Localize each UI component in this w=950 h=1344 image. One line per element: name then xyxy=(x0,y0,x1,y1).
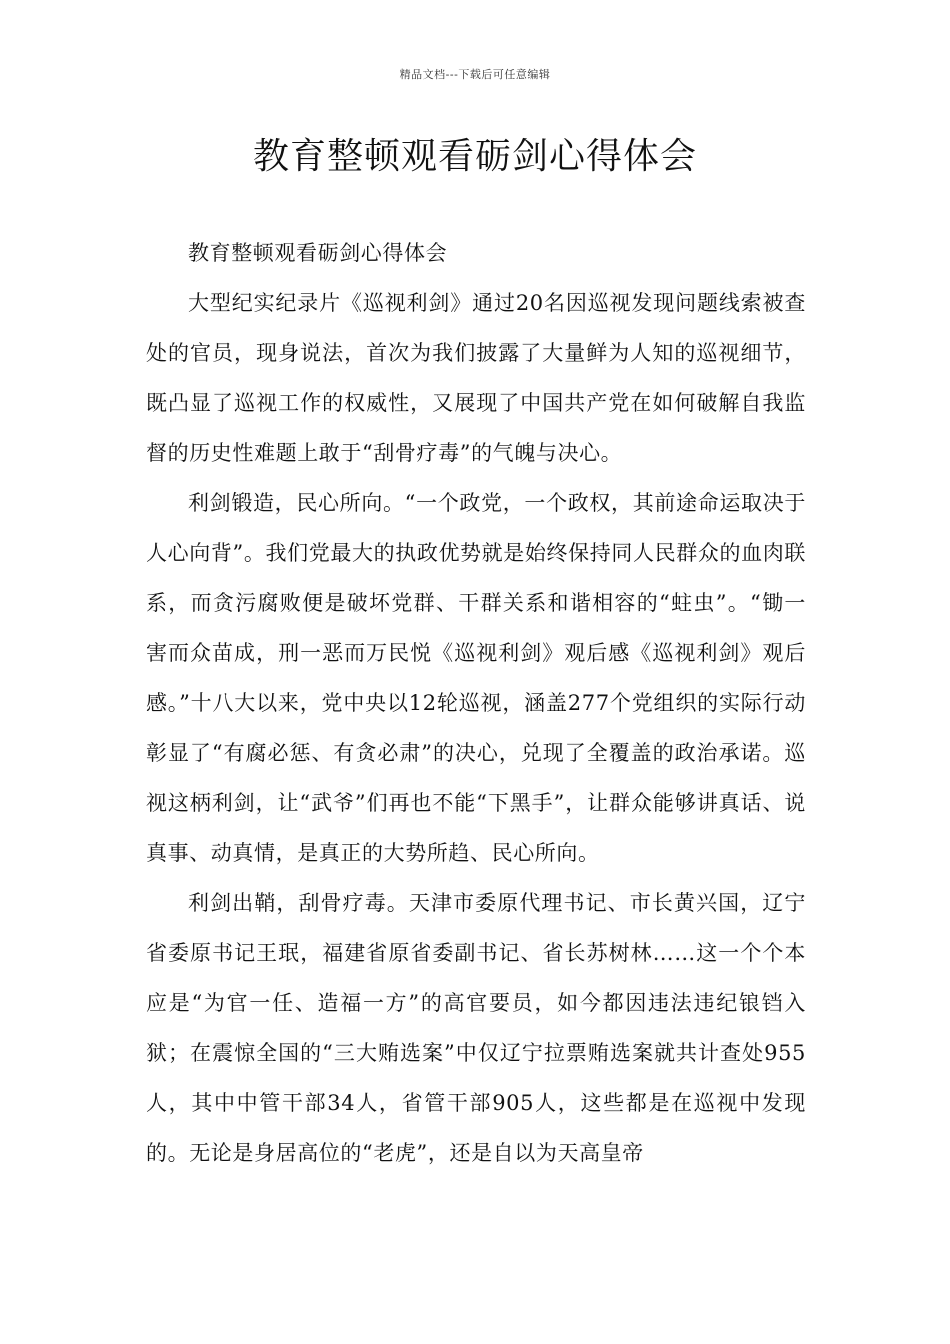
paragraph-3: 利剑出鞘，刮骨疗毒。天津市委原代理书记、市长黄兴国，辽宁省委原书记王珉，福建省原省委副书记、省长苏树林……这一个个本应是“为官一任、造福一方”的高官要员，如今都因违法违纪锒铛入狱；在震惊全国的“三大贿选案”中仅辽宁拉票贿选案就共计查处955人，其中中管干部34人，省管干部905人，这些都是在巡视中发现的。无论是身居高位的“老虎”，还是自以为天高皇帝 xyxy=(146,891,806,1165)
header-note: 精品文档---下载后可任意编辑 xyxy=(399,68,551,81)
document-title: 教育整顿观看砺剑心得体会 xyxy=(252,136,697,177)
paragraph-1: 大型纪实纪录片《巡视利剑》通过20名因巡视发现问题线索被查处的官员，现身说法，首次为我们披露了大量鲜为人知的巡视细节，既凸显了巡视工作的权威性，又展现了中国共产党在如何破解自我监督的历史性难题上敢于“刮骨疗毒”的气魄与决心。 xyxy=(146,291,806,465)
paragraph-2: 利剑锻造，民心所向。“一个政党，一个政权，其前途命运取决于人心向背”。我们党最大的执政优势就是始终保持同人民群众的血肉联系，而贪污腐败便是破坏党群、干群关系和谐相容的“蛀虫”。“锄一害而众苗成，刑一恶而万民悦《巡视利剑》观后感《巡视利剑》观后感。”十八大以来，党中央以12轮巡视，涵盖277个党组织的实际行动彰显了“有腐必惩、有贪必肃”的决心，兑现了全覆盖的政治承诺。巡视这柄利剑，让“武爷”们再也不能“下黑手”，让群众能够讲真话、说真事、动真情，是真正的大势所趋、民心所向。 xyxy=(146,491,806,865)
document-subtitle: 教育整顿观看砺剑心得体会 xyxy=(188,241,448,265)
document-body xyxy=(146,228,806,1178)
